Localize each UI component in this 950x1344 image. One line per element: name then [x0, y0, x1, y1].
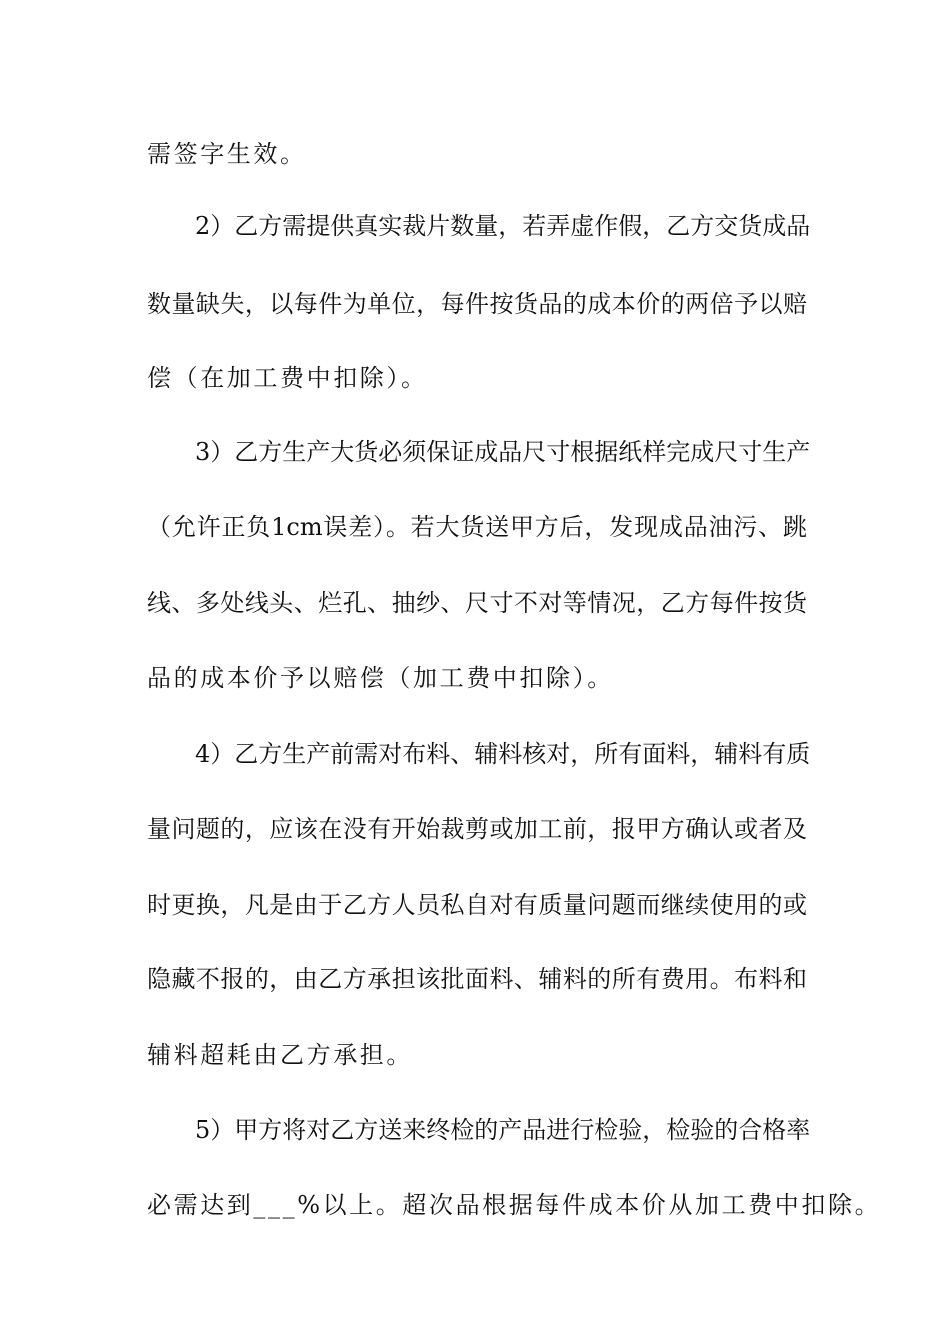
paragraph-line: 时更换，凡是由于乙方人员私自对有质量问题而继续使用的或 [147, 891, 807, 919]
paragraph-line: 数量缺失，以每件为单位，每件按货品的成本价的两倍予以赔 [147, 290, 807, 318]
paragraph-line: 量问题的，应该在没有开始裁剪或加工前，报甲方确认或者及 [147, 815, 807, 843]
paragraph-line: 需签字生效。 [147, 140, 307, 168]
paragraph-line: 5）甲方将对乙方送来终检的产品进行检验，检验的合格率 [195, 1116, 811, 1144]
paragraph-line: （允许正负1cm误差）。若大货送甲方后，发现成品油污、跳 [147, 513, 807, 541]
paragraph-line: 辅料超耗由乙方承担。 [147, 1041, 413, 1069]
paragraph-line: 偿（在加工费中扣除）。 [147, 364, 428, 392]
paragraph-line: 2）乙方需提供真实裁片数量，若弄虚作假，乙方交货成品 [195, 212, 811, 240]
paragraph-line: 品的成本价予以赔偿（加工费中扣除）。 [147, 664, 614, 692]
paragraph-line: 4）乙方生产前需对布料、辅料核对，所有面料，辅料有质 [195, 740, 811, 768]
paragraph-line: 3）乙方生产大货必须保证成品尺寸根据纸样完成尺寸生产 [195, 438, 811, 466]
paragraph-line: 线、多处线头、烂孔、抽纱、尺寸不对等情况，乙方每件按货 [147, 589, 807, 617]
paragraph-line: 隐藏不报的，由乙方承担该批面料、辅料的所有费用。布料和 [147, 965, 807, 993]
paragraph-line: 必需达到___%以上。超次品根据每件成本价从加工费中扣除。 [147, 1191, 882, 1219]
